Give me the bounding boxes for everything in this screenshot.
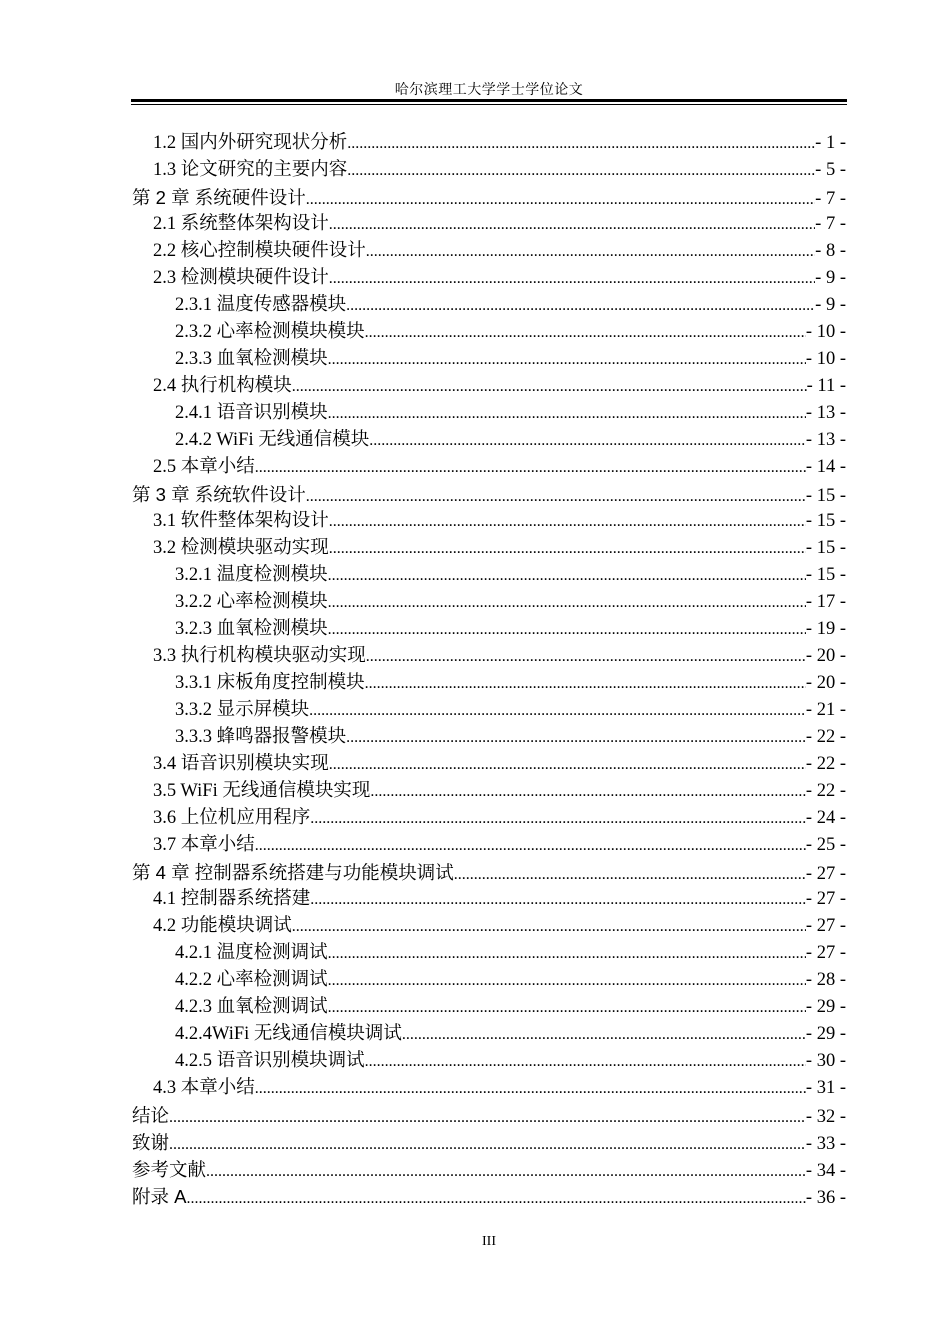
toc-entry-page: - 28 - bbox=[805, 970, 846, 990]
toc-entry-label: 4.2.1 温度检测调试 bbox=[175, 943, 328, 963]
toc-entry-page: - 24 - bbox=[805, 808, 846, 828]
toc-entry-page: - 22 - bbox=[805, 727, 846, 747]
toc-entry-page: - 31 - bbox=[805, 1078, 846, 1098]
toc-entry[interactable] bbox=[132, 589, 846, 616]
toc-entry-label: 2.3 检测模块硬件设计 bbox=[153, 268, 329, 288]
toc-entry-page: - 17 - bbox=[805, 592, 846, 612]
toc-entry-label: 3.2.2 心率检测模块 bbox=[175, 592, 328, 612]
toc-chapter-entry[interactable] bbox=[132, 1156, 846, 1183]
toc-entry-page: - 15 - bbox=[805, 486, 846, 506]
toc-entry[interactable] bbox=[132, 805, 846, 832]
toc-leader-dots bbox=[329, 535, 806, 562]
toc-entry-label: 3.3.3 蜂鸣器报警模块 bbox=[175, 727, 347, 747]
toc-entry-label: 3.7 本章小结 bbox=[153, 835, 255, 855]
toc-leader-dots bbox=[255, 454, 806, 481]
toc-entry-page: - 19 - bbox=[805, 619, 846, 639]
toc-entry-label: 结论 bbox=[132, 1105, 170, 1126]
toc-leader-dots bbox=[346, 292, 815, 319]
toc-entry-page: - 14 - bbox=[805, 457, 846, 477]
toc-entry-label: 3.2.3 血氧检测模块 bbox=[175, 619, 328, 639]
toc-entry[interactable] bbox=[132, 751, 846, 778]
toc-entry[interactable] bbox=[132, 616, 846, 643]
toc-entry-label: 第 2 章 系统硬件设计 bbox=[132, 187, 306, 208]
toc-leader-dots bbox=[365, 1048, 806, 1075]
toc-leader-dots bbox=[328, 400, 806, 427]
toc-leader-dots bbox=[347, 157, 815, 184]
toc-entry-label: 3.2.1 温度检测模块 bbox=[175, 565, 328, 585]
toc-entry[interactable] bbox=[132, 994, 846, 1021]
toc-entry-label: 4.2.2 心率检测调试 bbox=[175, 970, 328, 990]
toc-entry[interactable] bbox=[132, 562, 846, 589]
toc-entry-label: 2.5 本章小结 bbox=[153, 457, 255, 477]
toc-entry-page: - 29 - bbox=[805, 997, 846, 1017]
toc-entry-label: 3.3.1 床板角度控制模块 bbox=[175, 673, 365, 693]
toc-entry[interactable] bbox=[132, 238, 846, 265]
toc-entry-label: 4.2.5 语音识别模块调试 bbox=[175, 1051, 365, 1071]
toc-entry[interactable] bbox=[132, 1021, 846, 1048]
toc-entry-page: - 10 - bbox=[805, 349, 846, 369]
toc-entry-page: - 8 - bbox=[815, 241, 846, 261]
toc-entry[interactable] bbox=[132, 778, 846, 805]
toc-entry-page: - 11 - bbox=[806, 376, 846, 396]
toc-entry-page: - 9 - bbox=[815, 268, 846, 288]
toc-chapter-entry[interactable] bbox=[132, 481, 846, 508]
toc-entry-page: - 7 - bbox=[815, 214, 846, 234]
toc-entry-label: 3.3 执行机构模块驱动实现 bbox=[153, 646, 366, 666]
toc-leader-dots bbox=[329, 508, 806, 535]
toc-leader-dots bbox=[206, 1158, 806, 1185]
toc-leader-dots bbox=[329, 211, 815, 238]
toc-chapter-entry[interactable] bbox=[132, 184, 846, 211]
toc-leader-dots bbox=[310, 886, 806, 913]
toc-chapter-entry[interactable] bbox=[132, 859, 846, 886]
toc-leader-dots bbox=[328, 562, 806, 589]
toc-leader-dots bbox=[329, 751, 806, 778]
toc-entry[interactable] bbox=[132, 967, 846, 994]
toc-leader-dots bbox=[347, 130, 815, 157]
toc-leader-dots bbox=[346, 724, 806, 751]
toc-entry-label: 1.2 国内外研究现状分析 bbox=[153, 133, 348, 153]
toc-entry-label: 3.1 软件整体架构设计 bbox=[153, 511, 329, 531]
toc-entry[interactable] bbox=[132, 1048, 846, 1075]
toc-leader-dots bbox=[328, 967, 806, 994]
toc-entry-page: - 10 - bbox=[805, 322, 846, 342]
toc-entry[interactable] bbox=[132, 940, 846, 967]
toc-leader-dots bbox=[365, 670, 806, 697]
toc-entry[interactable] bbox=[132, 670, 846, 697]
toc-entry-label: 2.3.1 温度传感器模块 bbox=[175, 295, 347, 315]
toc-entry[interactable] bbox=[132, 913, 846, 940]
toc-entry[interactable] bbox=[132, 211, 846, 238]
running-header: 哈尔滨理工大学学士学位论文 bbox=[394, 83, 584, 98]
toc-entry-label: 3.3.2 显示屏模块 bbox=[175, 700, 310, 720]
toc-chapter-entry[interactable] bbox=[132, 1102, 846, 1129]
toc-leader-dots bbox=[328, 346, 806, 373]
toc-entry[interactable] bbox=[132, 265, 846, 292]
toc-entry[interactable] bbox=[132, 724, 846, 751]
toc-entry-page: - 30 - bbox=[805, 1051, 846, 1071]
toc-entry-page: - 27 - bbox=[805, 864, 846, 884]
toc-entry-page: - 20 - bbox=[805, 673, 846, 693]
toc-entry-page: - 34 - bbox=[805, 1161, 846, 1181]
toc-entry-label: 2.1 系统整体架构设计 bbox=[153, 214, 329, 234]
toc-leader-dots bbox=[169, 1104, 806, 1131]
toc-entry[interactable] bbox=[132, 319, 846, 346]
toc-entry-page: - 33 - bbox=[805, 1134, 846, 1154]
toc-entry-label: 致谢 bbox=[132, 1132, 170, 1153]
toc-entry-page: - 27 - bbox=[805, 916, 846, 936]
toc-entry[interactable] bbox=[132, 697, 846, 724]
table-of-contents bbox=[132, 130, 846, 1210]
toc-entry-label: 3.5 WiFi 无线通信模块实现 bbox=[153, 781, 371, 801]
toc-entry[interactable] bbox=[132, 508, 846, 535]
header-rule-thin bbox=[131, 104, 847, 105]
toc-entry[interactable] bbox=[132, 292, 846, 319]
toc-entry-page: - 29 - bbox=[805, 1024, 846, 1044]
toc-entry-page: - 27 - bbox=[805, 943, 846, 963]
toc-entry-page: - 32 - bbox=[805, 1107, 846, 1127]
toc-leader-dots bbox=[255, 832, 806, 859]
toc-leader-dots bbox=[292, 373, 807, 400]
toc-entry[interactable] bbox=[132, 400, 846, 427]
toc-entry-label: 2.3.3 血氧检测模块 bbox=[175, 349, 328, 369]
toc-entry-page: - 15 - bbox=[805, 538, 846, 558]
toc-entry-label: 第 4 章 控制器系统搭建与功能模块调试 bbox=[132, 862, 454, 883]
toc-entry-label: 2.2 核心控制模块硬件设计 bbox=[153, 241, 366, 261]
toc-entry-label: 4.1 控制器系统搭建 bbox=[153, 889, 311, 909]
toc-leader-dots bbox=[169, 1131, 806, 1158]
toc-entry-page: - 22 - bbox=[805, 781, 846, 801]
toc-entry-page: - 13 - bbox=[805, 430, 846, 450]
toc-entry-label: 第 3 章 系统软件设计 bbox=[132, 484, 306, 505]
toc-leader-dots bbox=[328, 616, 806, 643]
toc-chapter-entry[interactable] bbox=[132, 1183, 846, 1210]
toc-entry-page: - 15 - bbox=[805, 511, 846, 531]
toc-entry-label: 3.4 语音识别模块实现 bbox=[153, 754, 329, 774]
toc-entry-label: 4.2.4WiFi 无线通信模块调试 bbox=[175, 1024, 402, 1044]
toc-leader-dots bbox=[365, 319, 806, 346]
toc-leader-dots bbox=[329, 265, 815, 292]
toc-leader-dots bbox=[328, 994, 806, 1021]
toc-leader-dots bbox=[370, 778, 806, 805]
toc-entry-page: - 27 - bbox=[805, 889, 846, 909]
toc-entry-label: 4.2.3 血氧检测调试 bbox=[175, 997, 328, 1017]
toc-entry-label: 3.6 上位机应用程序 bbox=[153, 808, 311, 828]
header-rule-thick bbox=[131, 99, 847, 102]
toc-entry[interactable] bbox=[132, 535, 846, 562]
toc-entry[interactable] bbox=[132, 373, 846, 400]
toc-leader-dots bbox=[310, 805, 806, 832]
toc-entry[interactable] bbox=[132, 157, 846, 184]
toc-entry-page: - 25 - bbox=[805, 835, 846, 855]
toc-chapter-entry[interactable] bbox=[132, 1129, 846, 1156]
toc-entry-page: - 22 - bbox=[805, 754, 846, 774]
toc-leader-dots bbox=[306, 483, 806, 510]
toc-leader-dots bbox=[309, 697, 806, 724]
toc-entry[interactable] bbox=[132, 832, 846, 859]
toc-entry-page: - 9 - bbox=[815, 295, 846, 315]
toc-entry-page: - 21 - bbox=[805, 700, 846, 720]
toc-entry-label: 3.2 检测模块驱动实现 bbox=[153, 538, 329, 558]
toc-entry[interactable] bbox=[132, 427, 846, 454]
toc-entry-label: 附录 A bbox=[132, 1186, 187, 1207]
toc-leader-dots bbox=[366, 643, 806, 670]
toc-leader-dots bbox=[454, 861, 806, 888]
toc-leader-dots bbox=[328, 940, 806, 967]
toc-entry-page: - 15 - bbox=[805, 565, 846, 585]
toc-entry-page: - 1 - bbox=[815, 133, 846, 153]
toc-entry-label: 2.4 执行机构模块 bbox=[153, 376, 292, 396]
toc-entry-page: - 7 - bbox=[815, 189, 846, 209]
toc-entry-label: 4.2 功能模块调试 bbox=[153, 916, 292, 936]
toc-entry-page: - 36 - bbox=[805, 1188, 846, 1208]
toc-entry-label: 参考文献 bbox=[132, 1159, 207, 1180]
toc-leader-dots bbox=[306, 186, 815, 213]
toc-entry-label: 2.3.2 心率检测模块模块 bbox=[175, 322, 365, 342]
toc-leader-dots bbox=[292, 913, 806, 940]
toc-entry-label: 2.4.1 语音识别模块 bbox=[175, 403, 328, 423]
toc-entry[interactable] bbox=[132, 643, 846, 670]
toc-entry-label: 2.4.2 WiFi 无线通信模块 bbox=[175, 430, 370, 450]
toc-entry-page: - 5 - bbox=[815, 160, 846, 180]
toc-entry[interactable] bbox=[132, 886, 846, 913]
toc-leader-dots bbox=[186, 1185, 805, 1212]
toc-leader-dots bbox=[255, 1075, 806, 1102]
toc-entry[interactable] bbox=[132, 454, 846, 481]
toc-entry-label: 4.3 本章小结 bbox=[153, 1078, 255, 1098]
toc-entry-page: - 20 - bbox=[805, 646, 846, 666]
toc-leader-dots bbox=[402, 1021, 806, 1048]
page-number: III bbox=[482, 1234, 496, 1249]
toc-entry-label: 1.3 论文研究的主要内容 bbox=[153, 160, 348, 180]
toc-leader-dots bbox=[328, 589, 806, 616]
toc-leader-dots bbox=[366, 238, 815, 265]
toc-entry[interactable] bbox=[132, 346, 846, 373]
toc-leader-dots bbox=[369, 427, 806, 454]
toc-entry[interactable] bbox=[132, 130, 846, 157]
toc-entry-page: - 13 - bbox=[805, 403, 846, 423]
toc-entry[interactable] bbox=[132, 1075, 846, 1102]
